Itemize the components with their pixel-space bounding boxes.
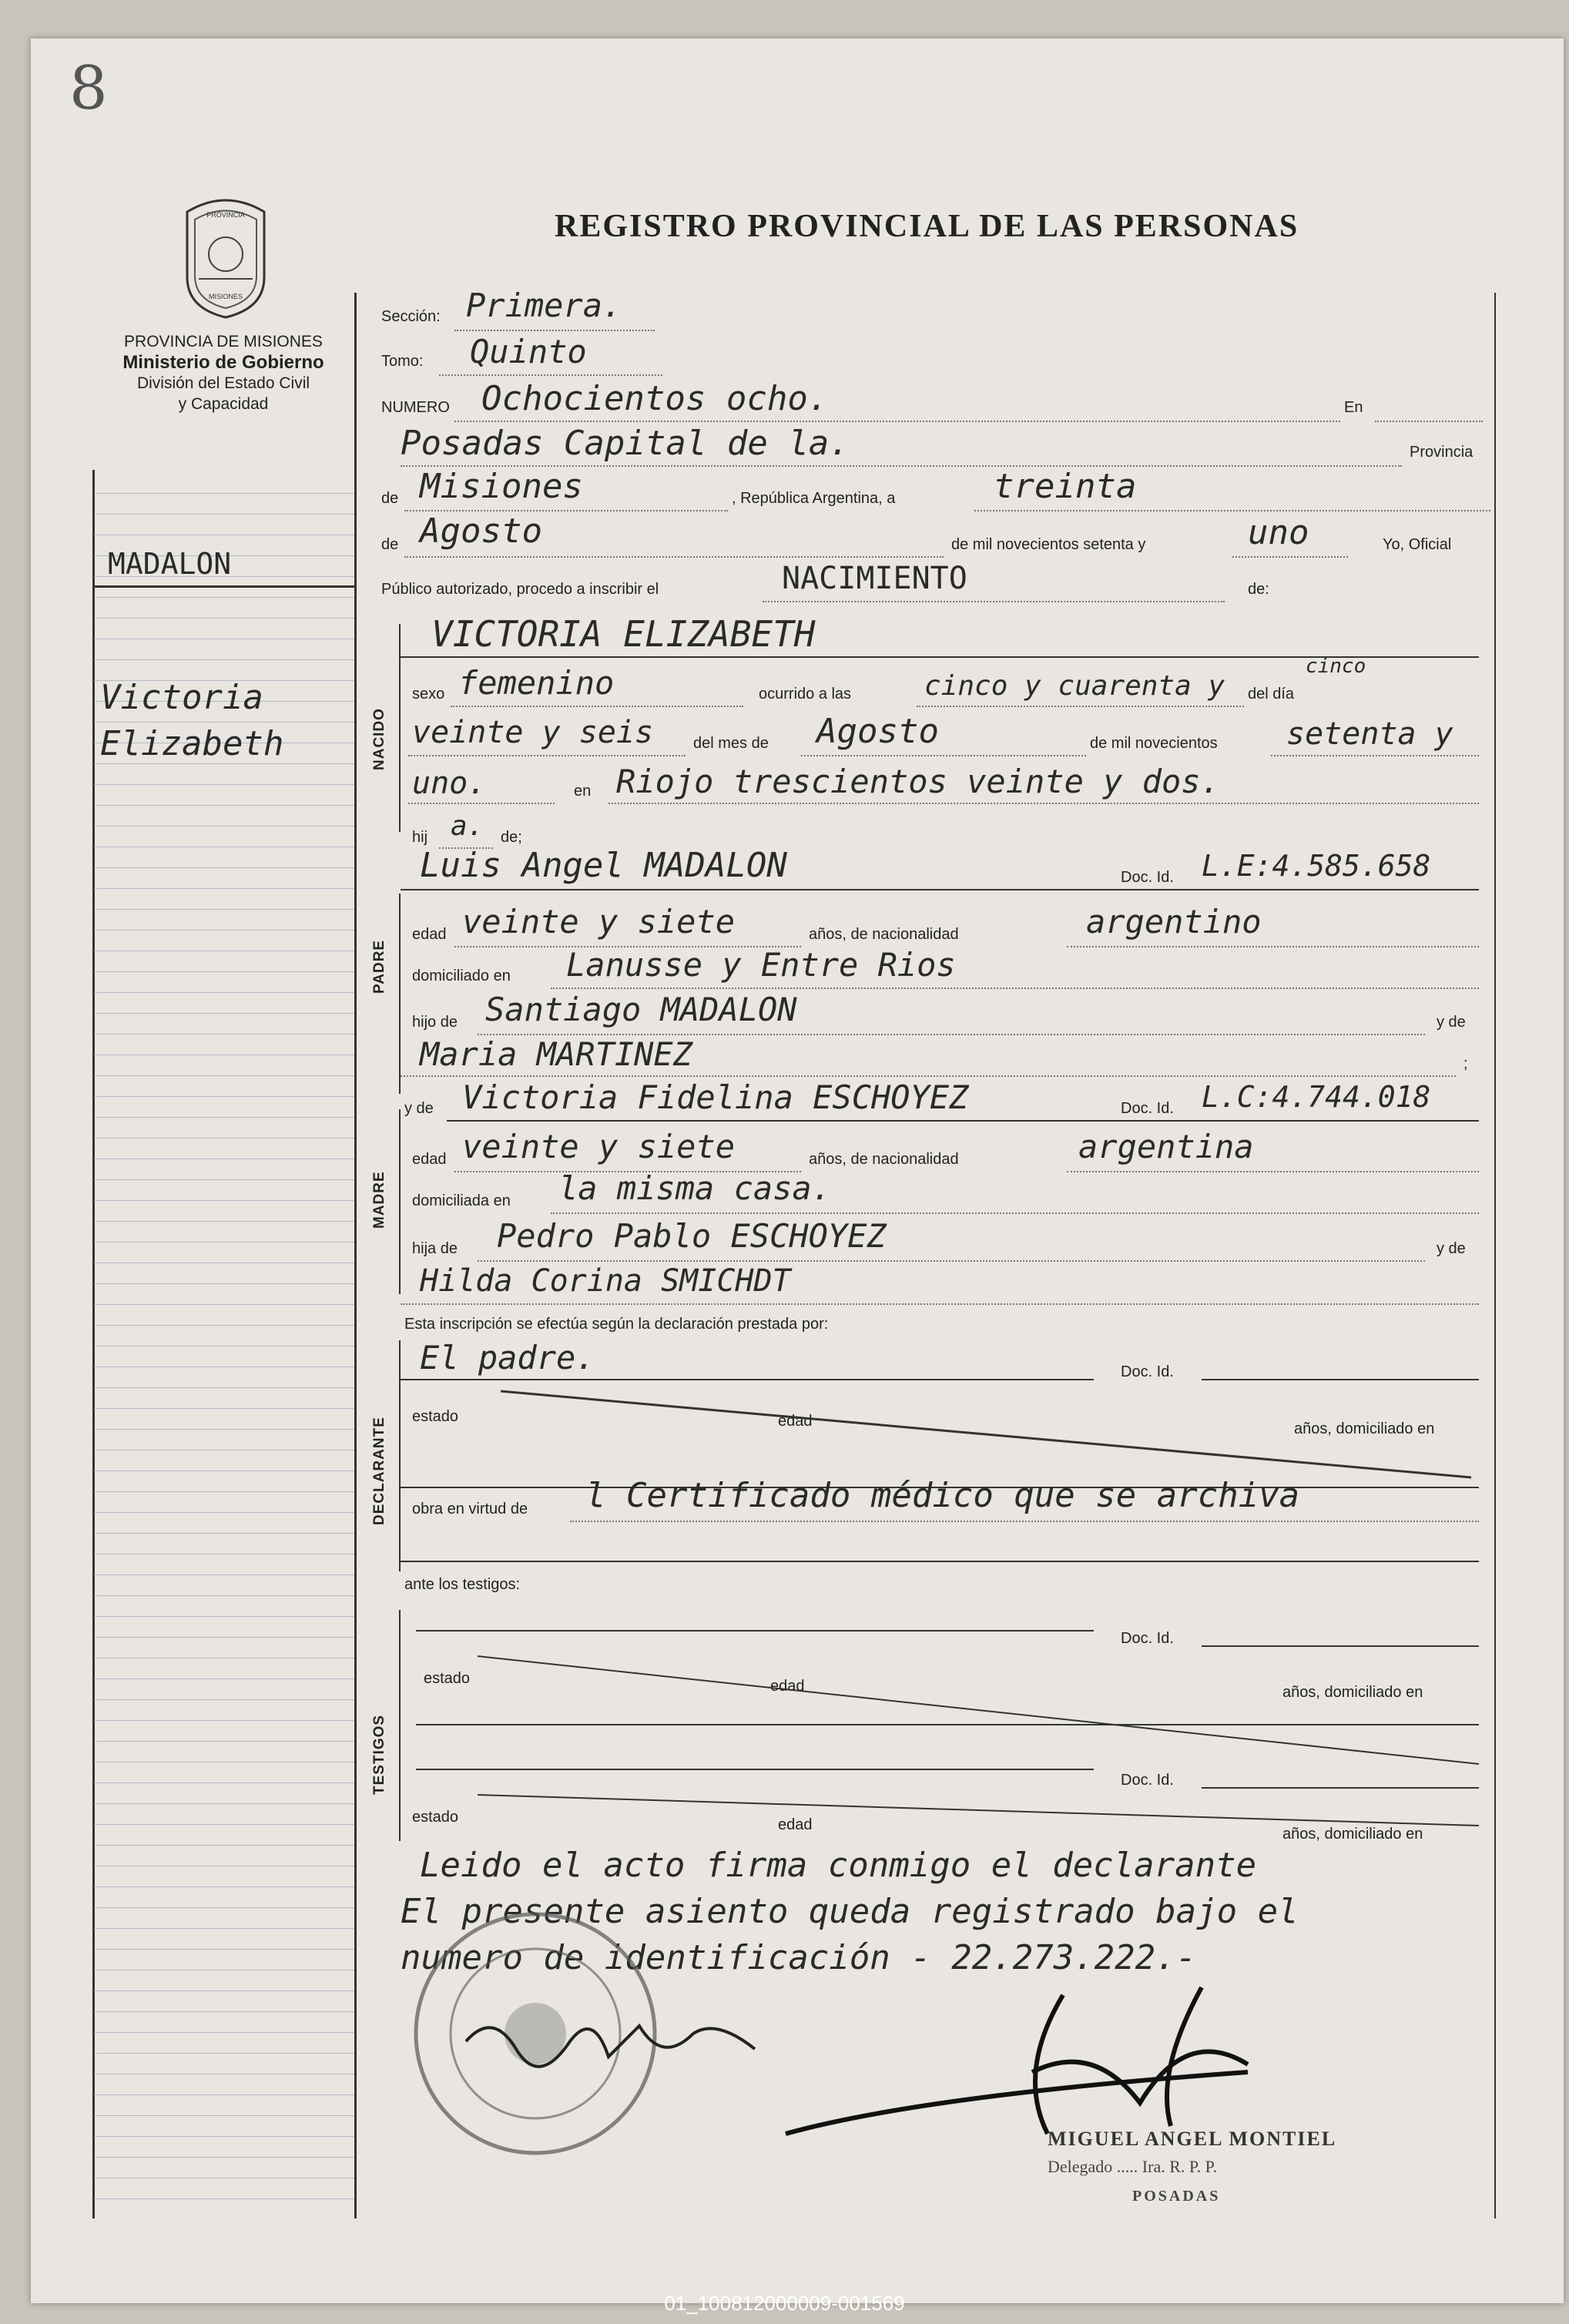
crest-top-text: PROVINCIA	[206, 211, 245, 219]
label-numero: NUMERO	[381, 399, 450, 416]
label-padre: PADRE	[371, 939, 387, 994]
field-numero: Ochocientos ocho.	[481, 379, 829, 418]
label-y-de-madre2: y de	[1437, 1240, 1466, 1257]
image-caption: 01_100812000009-001569	[664, 2292, 905, 2315]
label-yo-oficial: Yo, Oficial	[1383, 536, 1452, 553]
label-edad-padre: edad	[412, 926, 447, 943]
label-doc-declarante: Doc. Id.	[1121, 1363, 1174, 1380]
label-nacido: NACIDO	[371, 708, 387, 770]
label-declarante: DECLARANTE	[371, 1417, 387, 1525]
field-padre-edad: veinte y siete	[462, 903, 736, 941]
label-de-colon: de:	[1248, 581, 1269, 598]
field-tomo: Quinto	[470, 333, 587, 371]
issuer-division-2: y Capacidad	[178, 395, 269, 413]
field-padre-doc: L.E:4.585.658	[1202, 849, 1431, 883]
margin-given-1: Victoria	[100, 678, 263, 717]
label-anos-dom-declarante: años, domiciliado en	[1294, 1420, 1435, 1437]
note-line-3: numero de identificación - 22.273.222.-	[401, 1938, 1197, 1977]
issuer-province: PROVINCIA DE MISIONES	[124, 333, 323, 350]
label-edad-testigo-1: edad	[770, 1678, 805, 1695]
note-line-1: Leido el acto firma conmigo el declarante	[420, 1846, 1257, 1885]
field-hij-suffix: a.	[451, 810, 484, 842]
label-de-1: de	[381, 490, 399, 507]
label-provincia: Provincia	[1410, 444, 1473, 461]
label-estado-declarante: estado	[412, 1408, 459, 1425]
label-estado-testigo-2: estado	[412, 1809, 459, 1826]
page-number: 8	[69, 54, 108, 123]
label-sexo: sexo	[412, 686, 445, 703]
label-hija-de: hija de	[412, 1240, 458, 1257]
field-hora-sup: cinco	[1306, 655, 1366, 678]
field-en-place: Posadas Capital de la.	[401, 424, 850, 463]
declarant-signature-icon	[462, 1995, 786, 2103]
crest-bottom-text: MISIONES	[208, 293, 243, 300]
label-obra: obra en virtud de	[412, 1501, 528, 1517]
field-madre-nombre: Victoria Fidelina ESCHOYEZ	[462, 1078, 969, 1116]
field-dia-nac: veinte y seis	[412, 715, 654, 750]
field-nombre: VICTORIA ELIZABETH	[431, 613, 816, 655]
issuer-division-1: División del Estado Civil	[136, 374, 310, 392]
label-doc-testigo-1: Doc. Id.	[1121, 1630, 1174, 1647]
field-anio: uno	[1248, 513, 1309, 552]
label-y-de-padre: y de	[1437, 1014, 1466, 1031]
label-dom-madre: domiciliada en	[412, 1192, 511, 1209]
field-sexo: femenino	[458, 664, 615, 702]
label-del-dia: del día	[1248, 686, 1295, 703]
field-acto: NACIMIENTO	[782, 561, 967, 596]
label-estado-testigo-1: estado	[424, 1670, 471, 1687]
label-edad-madre: edad	[412, 1151, 447, 1168]
document-title: REGISTRO PROVINCIAL DE LAS PERSONAS	[555, 209, 1299, 244]
note-line-2: El presente asiento queda registrado bajo el	[401, 1892, 1299, 1931]
official-title: Delegado ..... Ira. R. P. P.	[1048, 2157, 1217, 2176]
label-testigos: TESTIGOS	[371, 1714, 387, 1795]
field-anio-nac: setenta y	[1286, 716, 1453, 752]
official-city: POSADAS	[1132, 2188, 1221, 2205]
field-obra: l Certificado médico que se archiva	[585, 1476, 1300, 1515]
label-en-lower: en	[574, 783, 592, 800]
label-hij: hij	[412, 829, 428, 846]
label-del-mes: del mes de	[693, 735, 769, 752]
margin-surname: MADALON	[108, 547, 232, 581]
field-anio-nac-2: uno.	[412, 766, 487, 801]
field-seccion: Primera.	[466, 287, 622, 324]
label-tomo: Tomo:	[381, 353, 424, 370]
label-ocurrido: ocurrido a las	[759, 686, 852, 703]
official-name: MIGUEL ANGEL MONTIEL	[1048, 2128, 1337, 2150]
field-declarante: El padre.	[420, 1339, 595, 1377]
label-de-semicolon: de;	[501, 829, 522, 846]
field-padre-nombre: Luis Angel MADALON	[420, 846, 787, 885]
margin-given-2: Elizabeth	[100, 724, 284, 763]
field-madre-hija-de: Pedro Pablo ESCHOYEZ	[497, 1217, 887, 1255]
field-madre-nac: argentina	[1078, 1128, 1254, 1165]
label-edad-testigo-2: edad	[778, 1816, 813, 1833]
label-y-de-madre: y de	[404, 1100, 434, 1117]
label-doc-madre: Doc. Id.	[1121, 1100, 1174, 1117]
label-doc-testigo-2: Doc. Id.	[1121, 1772, 1174, 1789]
field-padre-y-de: Maria MARTINEZ	[420, 1035, 693, 1073]
label-de-mil-1: de mil novecientos setenta y	[951, 536, 1146, 553]
label-de-2: de	[381, 536, 399, 553]
label-dom-padre: domiciliado en	[412, 967, 511, 984]
label-hijo-de: hijo de	[412, 1014, 458, 1031]
field-madre-dom: la misma casa.	[558, 1169, 832, 1207]
field-mes: Agosto	[420, 511, 542, 551]
label-nac-padre: años, de nacionalidad	[809, 926, 959, 943]
label-nac-madre: años, de nacionalidad	[809, 1151, 959, 1168]
label-en: En	[1344, 399, 1363, 416]
label-de-mil-2: de mil novecientos	[1090, 735, 1218, 752]
field-lugar: Riojo trescientos veinte y dos.	[616, 763, 1220, 800]
field-madre-y-de: Hilda Corina SMICHDT	[420, 1263, 791, 1299]
field-padre-dom: Lanusse y Entre Rios	[566, 946, 956, 984]
issuer-ministry: Ministerio de Gobierno	[122, 352, 324, 373]
label-doc-padre: Doc. Id.	[1121, 869, 1174, 886]
field-hora: cinco y cuarenta y	[924, 670, 1225, 702]
label-semicolon: ;	[1463, 1055, 1468, 1072]
label-madre: MADRE	[371, 1171, 387, 1229]
label-anos-dom-testigo-1: años, domiciliado en	[1282, 1684, 1423, 1701]
field-madre-edad: veinte y siete	[462, 1128, 736, 1165]
label-seccion: Sección:	[381, 308, 441, 325]
field-padre-hijo-de: Santiago MADALON	[485, 991, 797, 1028]
label-ante: ante los testigos:	[404, 1576, 521, 1593]
label-esta-inscripcion: Esta inscripción se efectúa según la declaración prestada por:	[404, 1316, 829, 1333]
label-anos-dom-testigo-2: años, domiciliado en	[1282, 1826, 1423, 1843]
field-mes-nac: Agosto	[816, 712, 939, 751]
field-padre-nac: argentino	[1086, 903, 1262, 941]
label-publico: Público autorizado, procedo a inscribir el	[381, 581, 659, 598]
field-provincia: Misiones	[420, 467, 583, 506]
field-dia: treinta	[994, 467, 1137, 506]
label-edad-declarante: edad	[778, 1413, 813, 1430]
field-madre-doc: L.C:4.744.018	[1202, 1080, 1431, 1114]
label-republica: , República Argentina, a	[732, 490, 896, 507]
